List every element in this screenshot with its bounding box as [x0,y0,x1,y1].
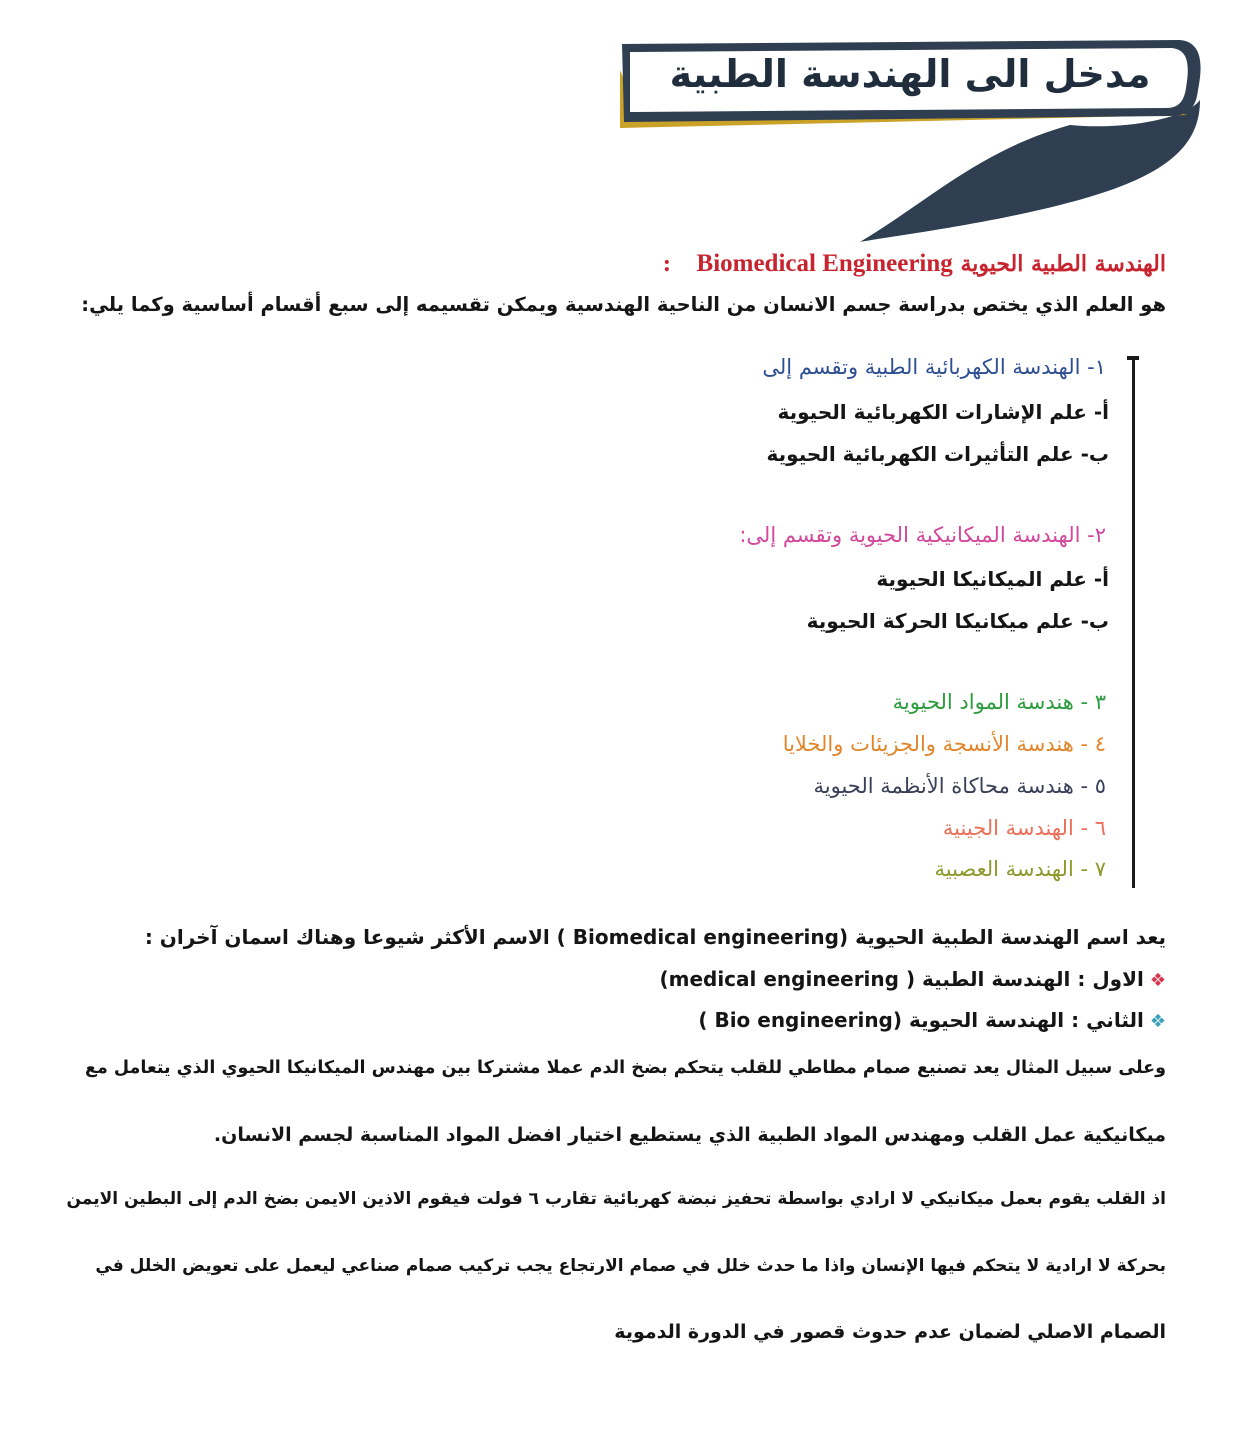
subsection-electrical-signals: أ- علم الإشارات الكهربائية الحيوية [777,400,1109,424]
section-tissue-engineering: ٤ - هندسة الأنسجة والجزيئات والخلايا [782,732,1106,756]
paragraph-line-5: الصمام الاصلي لضمان عدم حدوث قصور في الدورة الدموية [614,1321,1166,1343]
definition-title [663,250,1166,278]
section-electrical: ١- الهندسة الكهربائية الطبية وتقسم إلى [762,355,1106,379]
paragraph-line-3: اذ القلب يقوم بعمل ميكانيكي لا ارادي بواسطة تحفيز نبضة كهربائية تقارب ٦ فولت فيقوم الاذين الايمن بضخ الدم إلى البطين الايمن [66,1189,1166,1209]
page-title: مدخل الى الهندسة الطبية [669,52,1151,96]
sections-divider-line [1132,358,1135,888]
definition-title-arabic: الهندسة الطبية الحيوية [960,251,1166,277]
alt-name-first [659,967,1166,991]
section-systems-simulation: ٥ - هندسة محاكاة الأنظمة الحيوية [813,774,1106,798]
paragraph-line-4: بحركة لا ارادية لا يتحكم فيها الإنسان واذا ما حدث خلل في صمام الارتجاع يجب تركيب صمام صناعي ليعمل على تعويض الخلل في [95,1256,1166,1276]
subsection-motion-mechanics: ب- علم ميكانيكا الحركة الحيوية [806,609,1109,633]
diamond-bullet-icon: ❖ [1149,970,1166,991]
subsection-biomechanics: أ- علم الميكانيكا الحيوية [876,567,1109,591]
paragraph-line-1: وعلى سبيل المثال يعد تصنيع صمام مطاطي للقلب يتحكم بضخ الدم عملا مشتركا بين مهندس الميكانيكا الحيوي الذي يتعامل مع [85,1058,1166,1078]
names-intro: يعد اسم الهندسة الطبية الحيوية (Biomedical engineering ) الاسم الأكثر شيوعا وهناك اسمان آخران : [144,925,1166,949]
definition-title-english: Biomedical Engineering [696,250,953,277]
section-mechanical: ٢- الهندسة الميكانيكية الحيوية وتقسم إلى: [739,523,1106,547]
alt-name-second-text: الثاني : الهندسة الحيوية (Bio engineering ) [698,1008,1144,1032]
section-biomaterials: ٣ - هندسة المواد الحيوية [892,690,1106,714]
definition-body: هو العلم الذي يختص بدراسة جسم الانسان من الناحية الهندسية ويمكن تقسيمه إلى سبع أقسام أساسية وكما يلي: [81,293,1166,316]
subsection-electrical-effects: ب- علم التأثيرات الكهربائية الحيوية [766,442,1109,466]
sections-divider-cap [1127,356,1139,360]
paragraph-line-2: ميكانيكية عمل القلب ومهندس المواد الطبية الذي يستطيع اختيار افضل المواد المناسبة لجسم الانسان. [213,1124,1166,1146]
definition-title-colon: : [662,251,671,277]
diamond-bullet-icon: ❖ [1149,1011,1166,1032]
alt-name-first-text: الاول : الهندسة الطبية ( medical engineering) [659,967,1144,991]
alt-name-second [698,1008,1166,1032]
section-genetic-engineering: ٦ - الهندسة الجينية [942,816,1106,840]
section-neural-engineering: ٧ - الهندسة العصبية [934,857,1106,881]
